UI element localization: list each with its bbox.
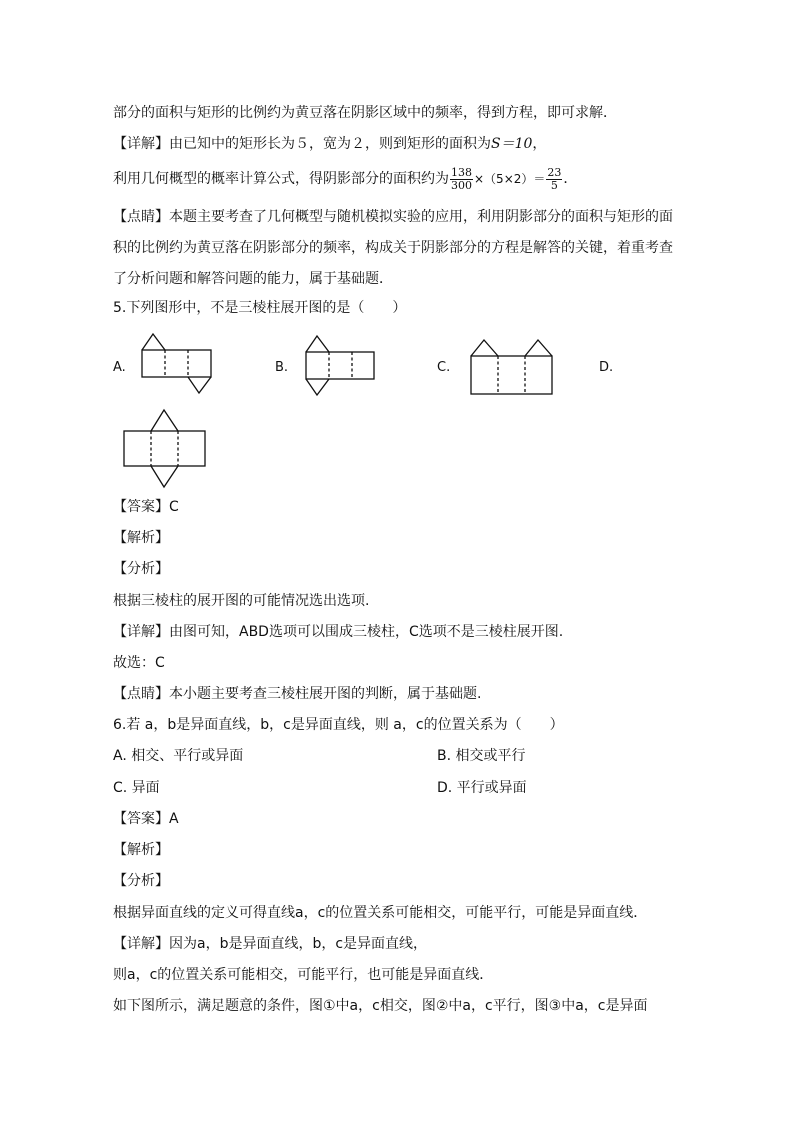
q4-fraction-2-den: 5 <box>550 178 558 192</box>
q5-figure-c <box>470 339 554 397</box>
q5-answer: 【答案】C <box>113 499 179 515</box>
q4-fraction-1-num: 138 <box>451 165 472 179</box>
q5-option-a-label: A. <box>113 360 126 375</box>
q6-option-a: A. 相交、平行或异面 <box>113 748 244 764</box>
q6-detail-1: 【详解】因为a，b是异面直线，b，c是异面直线， <box>113 936 428 952</box>
q5-analyze-heading: 【分析】 <box>113 561 169 577</box>
q5-detail: 【详解】由图可知，ABD选项可以围成三棱柱，C选项不是三棱柱展开图. <box>113 624 564 640</box>
q4-detail <box>113 134 546 154</box>
q6-option-c: C. 异面 <box>113 780 160 796</box>
q5-figure-d <box>123 409 207 489</box>
q6-detail-2: 则a，c的位置关系可能相交，可能平行，也可能是异面直线． <box>113 967 494 983</box>
q5-comment: 【点睛】本小题主要考查三棱柱展开图的判断，属于基础题. <box>113 686 482 702</box>
q6-answer: 【答案】A <box>113 811 179 827</box>
q5-analysis-heading: 【解析】 <box>113 530 169 546</box>
q6-stem: 6.若 a，b是异面直线，b，c是异面直线，则 a，c的位置关系为（ ） <box>113 717 564 733</box>
q6-option-b: B. 相交或平行 <box>437 748 526 764</box>
q6-option-d: D. 平行或异面 <box>437 780 527 796</box>
q5-option-c-label: C. <box>437 360 451 375</box>
q4-detail-end: ， <box>532 136 547 152</box>
q4-calc-mid: ×（5×2）＝ <box>474 172 546 186</box>
q5-analyze-text: 根据三棱柱的展开图的可能情况选出选项. <box>113 593 370 609</box>
q4-calc-end: ． <box>563 171 578 187</box>
q5-figure-a <box>141 333 213 395</box>
q5-stem: 5.下列图形中，不是三棱柱展开图的是（ ） <box>113 300 407 316</box>
q4-comment-2: 积的比例约为黄豆落在阴影部分的频率，构成关于阴影部分的方程是解答的关键，着重考查 <box>113 240 673 256</box>
q4-fraction-2 <box>546 167 562 192</box>
q6-analyze-heading: 【分析】 <box>113 873 169 889</box>
q4-fraction-1-den: 300 <box>451 178 472 192</box>
q4-detail-text: 【详解】由已知中的矩形长为５，宽为２，则到矩形的面积为 <box>113 136 491 152</box>
q5-option-d-label: D. <box>599 360 614 375</box>
q4-comment-3: 了分析问题和解答问题的能力，属于基础题． <box>113 271 393 287</box>
q4-detail-eq: S＝10 <box>491 136 533 152</box>
q6-analyze-text: 根据异面直线的定义可得直线a，c的位置关系可能相交，可能平行，可能是异面直线． <box>113 905 648 921</box>
q5-choice: 故选：C <box>113 655 165 671</box>
q5-figure-b <box>305 335 377 397</box>
q5-option-b-label: B. <box>275 360 289 375</box>
q6-detail-3: 如下图所示，满足题意的条件，图①中a，c相交，图②中a，c平行，图③中a，c是异面 <box>113 998 648 1014</box>
q4-fraction-1 <box>450 167 473 192</box>
q4-comment-1: 【点睛】本题主要考查了几何概型与随机模拟实验的应用，利用阴影部分的面积与矩形的面 <box>113 209 673 225</box>
q4-calc-prefix: 利用几何概型的概率计算公式，得阴影部分的面积约为 <box>113 171 449 187</box>
q4-calc <box>113 164 577 194</box>
q4-fraction-2-num: 23 <box>547 165 562 179</box>
intro-line: 部分的面积与矩形的比例约为黄豆落在阴影区域中的频率，得到方程，即可求解． <box>113 105 617 121</box>
q6-analysis-heading: 【解析】 <box>113 842 169 858</box>
